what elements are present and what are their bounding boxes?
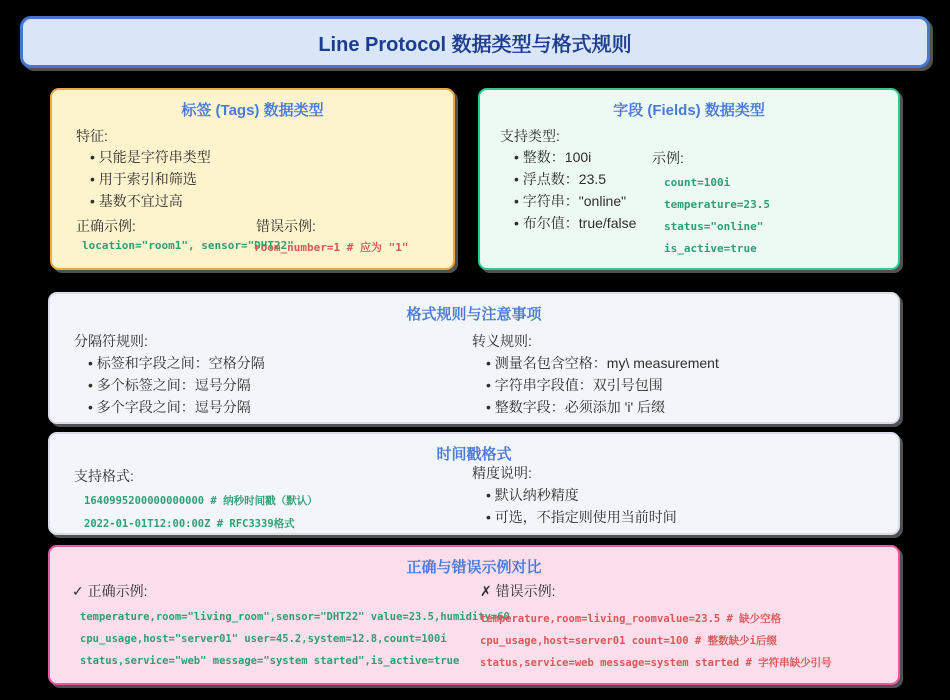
tags-correct-code: location="room1", sensor="DHT22" [82, 239, 294, 252]
correct-code-line: temperature,room="living_room",sensor="DHT22" value=23.5,humidity=60 [80, 611, 510, 623]
correct-code-line: cpu_usage,host="server01" user=45.2,system=12.8,count=100i [80, 633, 447, 645]
bullet-item: • 标签和字段之间：空格分隔 [88, 352, 265, 374]
bullet-item: • 可选，不指定则使用当前时间 [486, 506, 677, 528]
code-example: 1640995200000000000 # 纳秒时间戳（默认） [84, 495, 318, 507]
title-banner [20, 16, 930, 68]
tags-features-label: 特征: [76, 128, 108, 144]
comparison-wrong-label-text: 错误示例: [495, 583, 556, 599]
comparison-panel-title: 正确与错误示例对比 [406, 559, 542, 576]
timestamp-formats-label: 支持格式: [74, 468, 134, 484]
fields-panel-title: 字段 (Fields) 数据类型 [613, 102, 765, 119]
fields-examples-label: 示例: [652, 150, 684, 166]
tags-correct-label: 正确示例: [76, 218, 136, 234]
escape-rules-label: 转义规则: [472, 333, 532, 349]
tags-wrong-code: room_number=1 # 应为 "1" [254, 241, 409, 254]
tags-panel [50, 88, 455, 270]
bullet-item: • 只能是字符串类型 [90, 146, 211, 168]
wrong-code-line: cpu_usage,host=server01 count=100 # 整数缺少i后缀 [480, 635, 777, 647]
bullet-item: • 布尔值：true/false [514, 212, 636, 234]
fields-examples-list [664, 172, 770, 260]
cross-icon: ✗ [480, 583, 492, 599]
bullet-item: • 用于索引和筛选 [90, 168, 211, 190]
format-rules-panel [48, 292, 900, 424]
precision-column [472, 462, 677, 528]
comparison-wrong-label [480, 581, 556, 601]
bullet-item: • 测量名包含空格：my\ measurement [486, 352, 719, 374]
tags-wrong-label: 错误示例: [256, 218, 316, 234]
format-panel-title: 格式规则与注意事项 [406, 306, 542, 323]
separator-rules-column [74, 330, 265, 418]
bullet-item: • 字符串："online" [514, 190, 636, 212]
bullet-item: • 基数不宜过高 [90, 190, 211, 212]
code-example: status="online" [664, 220, 764, 233]
page-title: Line Protocol 数据类型与格式规则 [318, 33, 632, 56]
bullet-item: • 多个字段之间：逗号分隔 [88, 396, 265, 418]
precision-label: 精度说明: [472, 465, 532, 481]
fields-types-label: 支持类型: [500, 128, 560, 144]
code-example: temperature=23.5 [664, 198, 770, 211]
separator-rules-label: 分隔符规则: [74, 333, 148, 349]
bullet-item: • 浮点数：23.5 [514, 168, 636, 190]
bullet-item: • 默认纳秒精度 [486, 484, 677, 506]
bullet-item: • 整数：100i [514, 146, 636, 168]
bullet-item: • 多个标签之间：逗号分隔 [88, 374, 265, 396]
fields-panel [478, 88, 900, 270]
escape-rules-column [472, 330, 719, 418]
bullet-item: • 整数字段：必须添加 'i' 后缀 [486, 396, 719, 418]
comparison-correct-label-text: 正确示例: [87, 583, 148, 599]
bullet-item: • 字符串字段值：双引号包围 [486, 374, 719, 396]
code-example: 2022-01-01T12:00:00Z # RFC3339格式 [84, 518, 295, 530]
timestamp-formats-list [84, 490, 318, 536]
tags-panel-title: 标签 (Tags) 数据类型 [181, 102, 324, 119]
code-example: count=100i [664, 176, 731, 189]
correct-code-line: status,service="web" message="system started",is_active=true [80, 655, 460, 667]
code-example: is_active=true [664, 242, 757, 255]
timestamp-panel [48, 432, 900, 535]
comparison-correct-label [72, 581, 148, 601]
check-icon: ✓ [72, 583, 84, 599]
comparison-panel [48, 545, 900, 685]
wrong-code-line: temperature,room=living_roomvalue=23.5 # 缺少空格 [480, 613, 782, 625]
tags-features-list [90, 146, 211, 212]
timestamp-panel-title: 时间戳格式 [436, 446, 512, 463]
wrong-code-line: status,service=web message=system started # 字符串缺少引号 [480, 657, 832, 669]
fields-types-list [514, 146, 636, 234]
